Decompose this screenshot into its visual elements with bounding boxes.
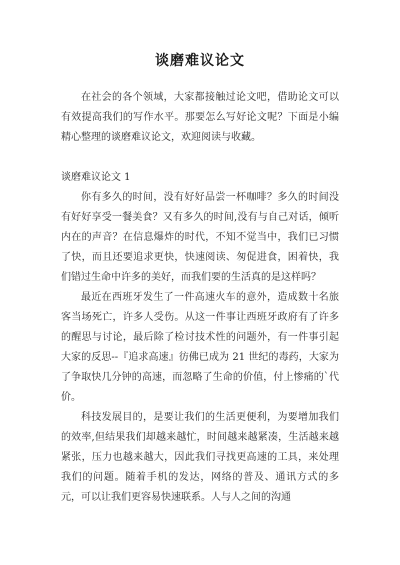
document-body (61, 88, 339, 508)
body-paragraph: 最近在西班牙发生了一件高速火车的意外，造成数十名旅客当场死亡，许多人受伤。从这一件事让西班牙政府有了许多的醒思与讨论，最后除了检讨技术性的问题外，有一件事引起大家的反思--『追求高速』彷佛已成为 21 世纪的毒药，大家为了争取快几分钟的高速，而忽略了生命的价值，付上惨痛的`代价。 (61, 292, 339, 403)
document-title: 谈磨难议论文 (155, 53, 245, 69)
body-paragraph: 你有多久的时间，没有好好品尝一杯咖啡？多久的时间没有好好享受一餐美食？又有多久的时间,没有与自己对话，倾听内在的声音？在信息爆炸的时代，不知不觉当中，我们已习惯了快，而且还要追求更快，快速阅读、匆促进食，困着快，我们错过生命中许多的美好，而我们要的生活真的是这样吗？ (61, 192, 339, 283)
body-paragraph: 科技发展目的，是要让我们的生活更便利，为要增加我们的效率,但结果我们却越来越忙，时间越来越紧凑，生活越来越紧张，压力也越来越大，因此我们寻找更高速的工具，来处理我们的问题。随着手机的发达，网络的普及、通讯方式的多元，可以让我们更容易快速联系。人与人之间的沟通 (61, 412, 339, 503)
intro-paragraph: 在社会的各个领域，大家都接触过论文吧，借助论文可以有效提高我们的写作水平。那要怎么写好论文呢？下面是小编精心整理的谈磨难议论文，欢迎阅读与收藏。 (61, 92, 339, 143)
section-heading: 谈磨难议论文 1 (61, 172, 131, 183)
